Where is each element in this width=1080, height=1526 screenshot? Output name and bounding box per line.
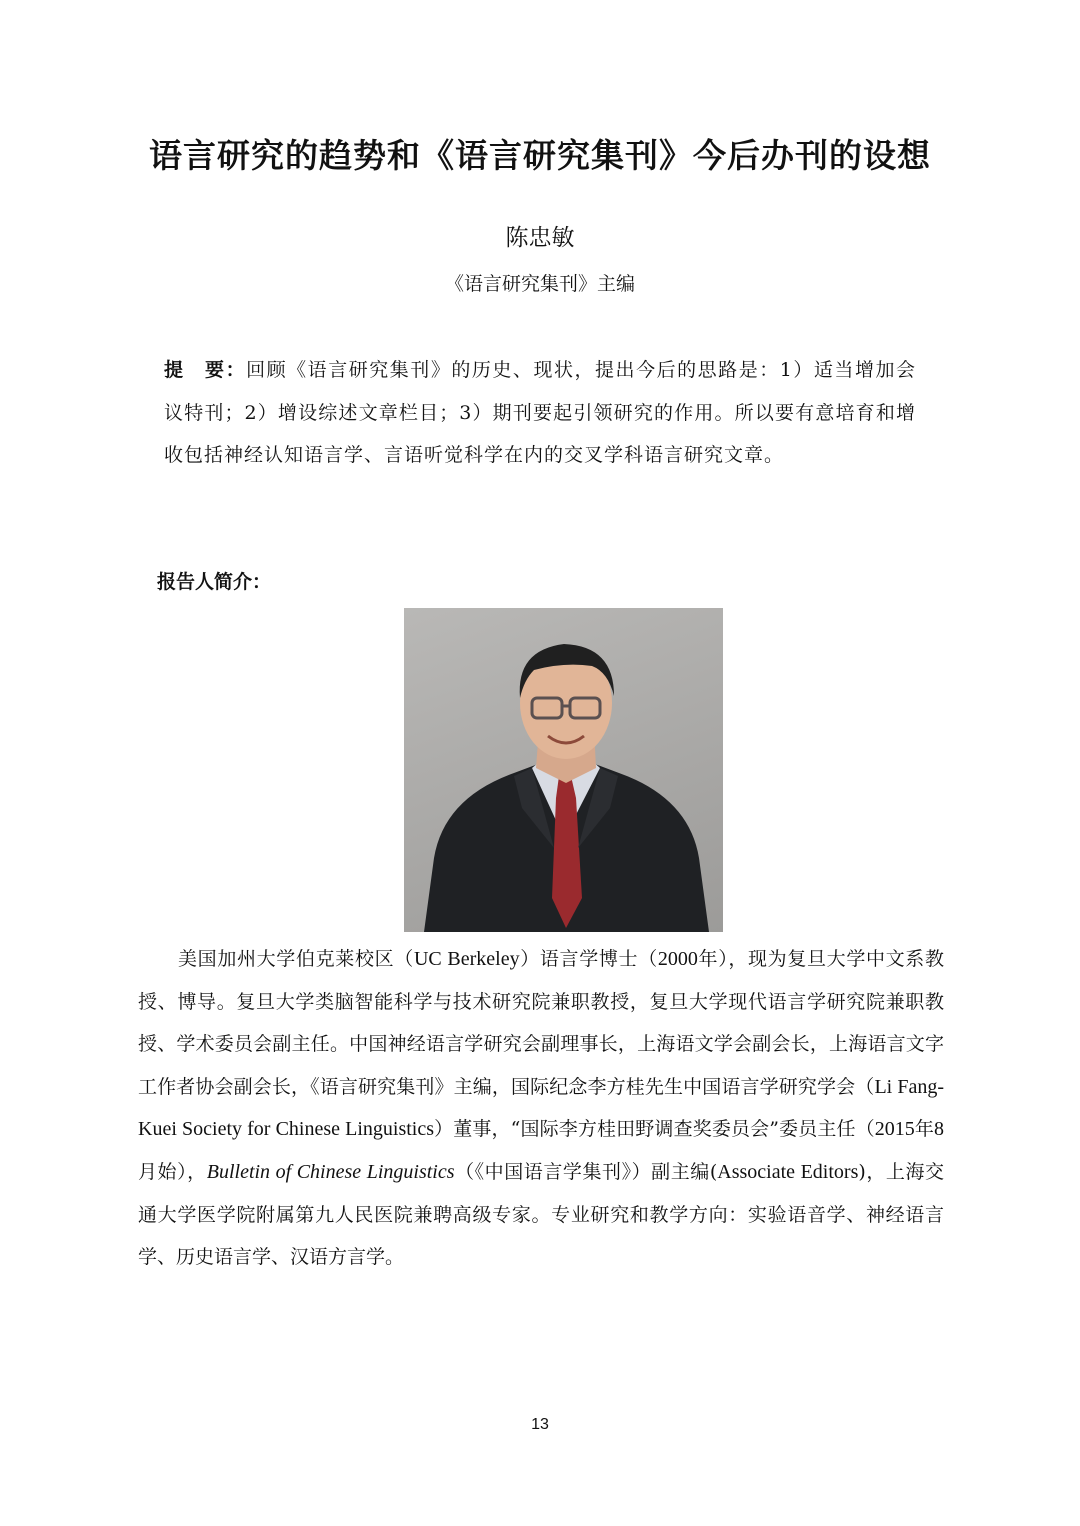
bio-segment-latin: Associate Editors	[717, 1160, 859, 1183]
bio-text	[138, 938, 944, 1279]
bio-segment: （《中国语言学集刊》）副主编(	[454, 1160, 718, 1183]
bio-segment: 年	[914, 1118, 934, 1141]
bio-heading: 报告人简介：	[157, 571, 272, 593]
bio-segment-journal-title: Bulletin of Chinese Linguistics	[206, 1160, 455, 1183]
article-title: 语言研究的趋势和《语言研究集刊》今后办刊的设想	[149, 136, 931, 175]
bio-segment: 美国加州大学伯克莱校区（	[178, 948, 414, 970]
abstract	[164, 349, 916, 477]
page-number: 13	[531, 1416, 549, 1433]
bio-segment-number: 8	[933, 1118, 944, 1141]
bio-segment: 月始），	[138, 1160, 207, 1183]
bio-segment: )，上海交通大学医学院附属第九人民医院兼聘高级专家。专业研究和教学方向：实验语音学、神经语言学、历史语言学、汉语方言学。	[138, 1160, 944, 1269]
bio-segment-latin: UC Berkeley	[413, 948, 520, 970]
author-name: 陈忠敏	[505, 225, 575, 251]
bio-segment-number: 2000	[657, 948, 698, 970]
bio-segment: 年），现为复旦大学中文系教授、博导。复旦大学类脑智能科学与技术研究院兼职教授，复旦大学现代语言学研究院兼职教授、学术委员会副主任。中国神经语言学研究会副理事长，上海语文学会副会长，上海语言文字工作者协会副会长，《语言研究集刊》主编，国际纪念李方桂先生中国语言学研究学会（	[138, 948, 944, 1098]
bio-segment-latin: Li Fang-Kuei Society for Chinese Linguistics	[138, 1075, 944, 1141]
author-affiliation: 《语言研究集刊》主编	[444, 273, 635, 295]
abstract-text: 回顾《语言研究集刊》的历史、现状，提出今后的思路是：1）适当增加会议特刊；2）增设综述文章栏目；3）期刊要起引领研究的作用。所以要有意培育和增收包括神经认知语言学、言语听觉科学在内的交叉学科语言研究文章。	[164, 359, 916, 466]
abstract-label: 提 要：	[164, 359, 247, 381]
bio-segment: ）语言学博士（	[519, 948, 658, 970]
bio-segment-number: 2015	[874, 1118, 915, 1141]
bio-segment: ）董事，“国际李方桂田野调查奖委员会”委员主任（	[434, 1118, 875, 1141]
speaker-photo	[404, 608, 723, 932]
